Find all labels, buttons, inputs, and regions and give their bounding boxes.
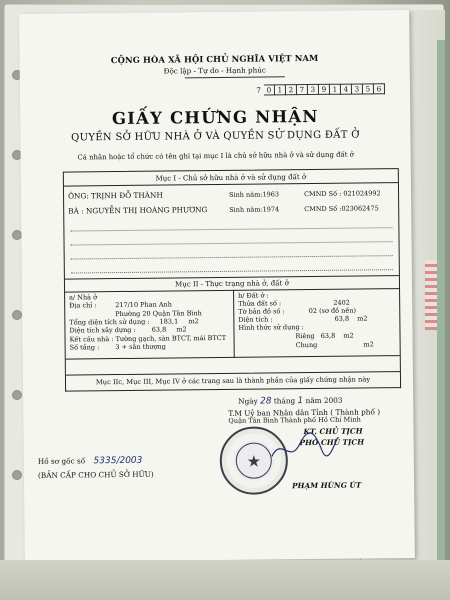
serial-digit: 3 [308, 84, 319, 95]
serial-digit: 0 [264, 84, 275, 95]
header-underline [185, 76, 285, 78]
binder-hole [12, 310, 22, 320]
signer-role2: PHÓ CHỦ TỊCH [299, 437, 365, 448]
shared-label: Chung [295, 340, 318, 350]
area-unit: m2 [176, 325, 187, 334]
private-row [295, 332, 353, 341]
authority-line2: Quận Tân Bình Thành phố Hồ Chí Minh [228, 415, 361, 425]
owner1-id: CMND Số : 021024992 [304, 189, 381, 199]
area-unit: m2 [363, 340, 374, 349]
file-label: Hồ sơ gốc số [37, 456, 86, 466]
blank-line [71, 255, 393, 259]
private-value: 63,8 [320, 331, 336, 340]
month-label: tháng [273, 396, 296, 406]
owner2-line [68, 205, 207, 215]
house-label: a/ Nhà ở [69, 293, 98, 302]
build-area-row [69, 325, 186, 334]
seal-inner-ring [236, 442, 272, 478]
serial-digit: 4 [341, 84, 352, 95]
serial-digit: 3 [352, 83, 363, 94]
serial-digit: 1 [330, 84, 341, 95]
owner1-birth: Sinh năm:1963 [229, 190, 280, 199]
folder-bottom [0, 560, 450, 600]
binder-hole [12, 390, 22, 400]
map-value: 02 (sơ đồ nền) [308, 306, 357, 316]
total-area-value: 183,1 [159, 317, 179, 326]
owner1-name: TRỊNH ĐỖ THÀNH [90, 190, 163, 201]
serial-digit: 7 [297, 84, 308, 95]
authority-line1: T.M Uỷ ban Nhân dân Tỉnh ( Thành phố ) [228, 407, 381, 418]
blank-line [71, 241, 393, 245]
serial-digit: 6 [374, 83, 385, 94]
plot-label: Thửa đất số : [238, 299, 282, 308]
owner1-line [68, 191, 163, 201]
serial-prefix: 7 [256, 85, 261, 95]
serial-digit: 1 [275, 84, 286, 95]
serial-digit: 5 [363, 83, 374, 94]
folder-spine [437, 40, 445, 580]
floors-label: Số tầng : [69, 343, 100, 352]
land-area-value: 63,8 [334, 314, 350, 323]
owner2-birth: Sinh năm:1974 [229, 205, 280, 214]
certificate-page [19, 10, 415, 562]
serial-digit: 9 [319, 84, 330, 95]
address-line1: 217/10 Phan Anh [115, 300, 172, 310]
owner2-label: BÀ : [68, 206, 84, 216]
structure-value: Tường gạch, sàn BTCT, mái BTCT [115, 333, 227, 344]
area-unit: m2 [357, 314, 368, 323]
owner2-name: NGUYỄN THỊ HOÀNG PHƯƠNG [85, 205, 208, 216]
owner2-id: CMND Số :023062475 [304, 204, 379, 214]
document-title: GIẤY CHỨNG NHẬN [111, 106, 319, 129]
file-number: 5335/2003 [93, 455, 143, 467]
address-line2: Phường 20 Quận Tân Bình [115, 309, 202, 319]
shared-row [296, 340, 374, 349]
serial-number [250, 83, 385, 96]
day-value: 28 [260, 396, 272, 407]
date-prefix: Ngày [238, 396, 258, 406]
signing-date [238, 396, 342, 407]
signature [269, 426, 339, 467]
owner1-label: ÔNG: [68, 191, 89, 201]
star-icon: ★ [246, 451, 262, 471]
main-table [63, 168, 401, 376]
plot-value: 2402 [333, 298, 350, 307]
build-area-label: Diện tích xây dựng : [69, 325, 136, 335]
red-label-edge [425, 260, 437, 330]
blank-line [71, 269, 393, 273]
total-area-label: Tổng diện tích sử dụng : [69, 317, 150, 327]
month-value: 1 [297, 396, 304, 407]
floors-value: 3 + sân thượng [115, 342, 166, 352]
intro-text: Cá nhân hoặc tổ chức có tên ghi tại mục I là chủ sở hữu nhà ở và sử dụng đất ở [77, 150, 354, 162]
address-label: Địa chỉ : [69, 301, 97, 310]
map-label: Tờ bản đồ số : [238, 307, 285, 316]
signer-role1: KT. CHỦ TỊCH [303, 426, 363, 437]
country-header: CỘNG HÒA XÃ HỘI CHỦ NGHĨA VIỆT NAM [110, 52, 319, 66]
continuation-note: Mục IIc, Mục III, Mục IV ở các trang sau là thành phần của giấy chứng nhận này [65, 372, 401, 392]
motto: Độc lập - Tự do - Hạnh phúc [163, 65, 266, 76]
signer-name: PHẠM HÙNG ÚT [292, 480, 362, 491]
land-area-label: Diện tích : [238, 315, 273, 324]
blank-line [70, 227, 392, 231]
year-value: 2003 [323, 395, 343, 405]
use-form-label: Hình thức sử dụng : [238, 323, 304, 332]
area-unit: m2 [343, 331, 354, 340]
private-label: Riêng [295, 331, 315, 341]
section2-heading: Mục II - Thực trạng nhà ở, đất ở [175, 279, 289, 289]
structure-label: Kết cấu nhà : [69, 335, 114, 344]
build-area-value: 63,8 [151, 325, 167, 334]
area-unit: m2 [188, 317, 199, 326]
file-number-row [38, 456, 143, 467]
binder-hole [12, 470, 22, 480]
floors-row [70, 343, 166, 352]
document-subtitle: QUYỀN SỞ HỮU NHÀ Ở VÀ QUYỀN SỬ DỤNG ĐẤT Ở [71, 129, 360, 144]
serial-digit: 2 [286, 84, 297, 95]
copy-note: (BẢN CẤP CHO CHỦ SỞ HỮU) [37, 469, 154, 480]
section1-heading: Mục I - Chủ sở hữu nhà ở và sử dụng đất ở [155, 173, 307, 183]
year-label: năm [305, 395, 322, 406]
land-label: b/ Đất ở : [238, 291, 269, 300]
column-divider [233, 290, 235, 358]
